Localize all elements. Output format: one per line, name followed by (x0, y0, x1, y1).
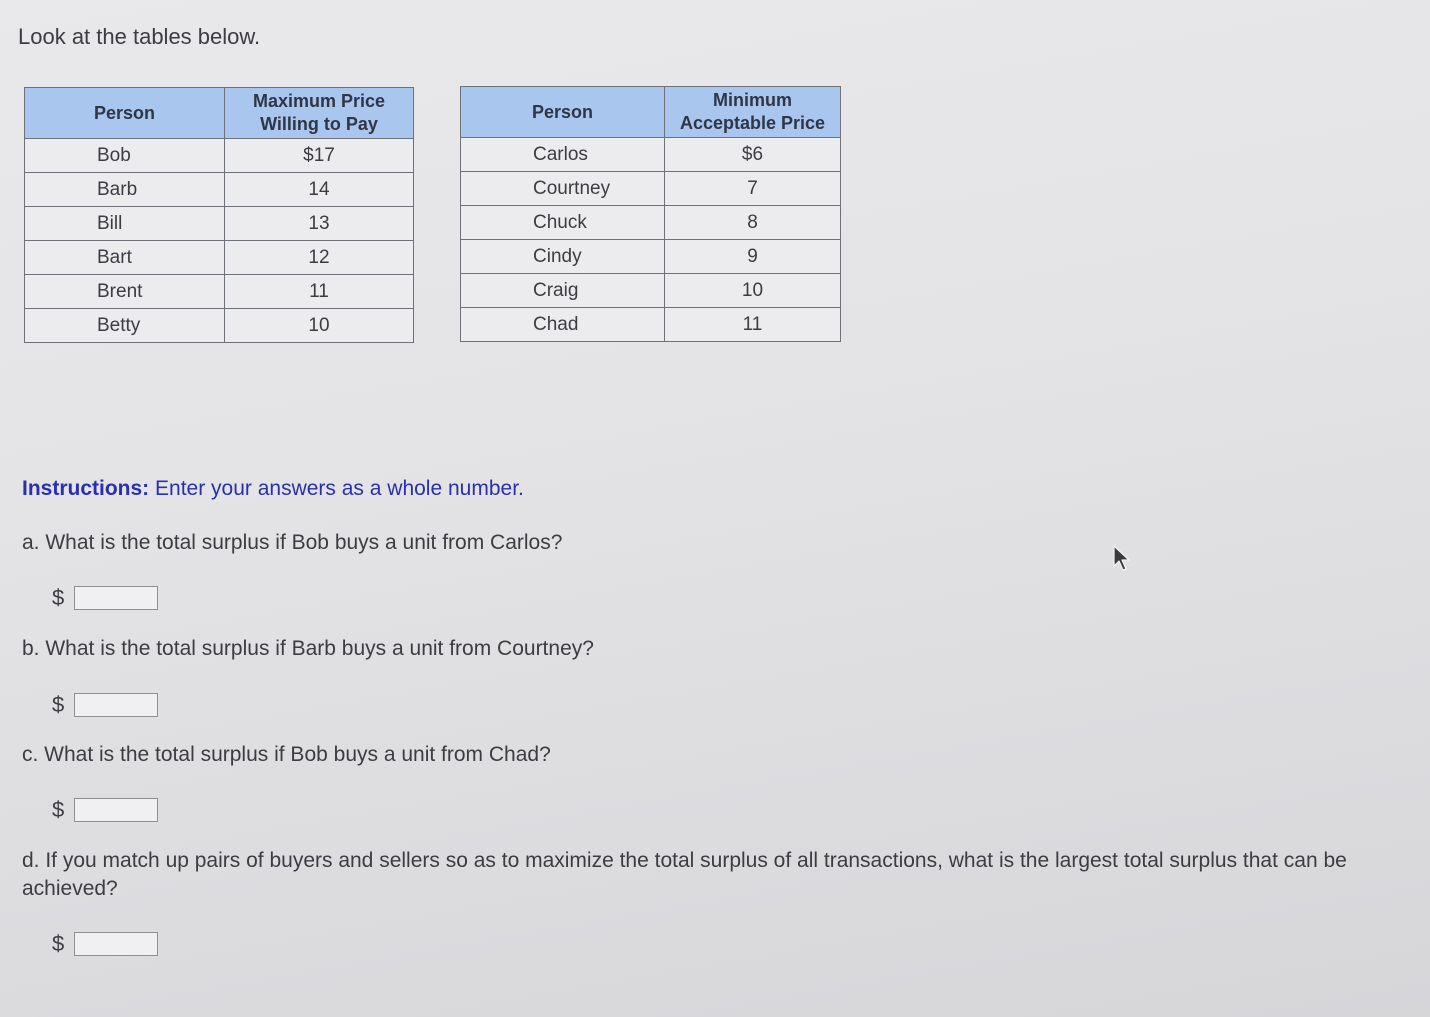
answer-d-row (52, 930, 158, 958)
table-row (461, 172, 841, 206)
sellers-header-min-price: Minimum Acceptable Price (665, 87, 841, 138)
seller-min-price: 7 (665, 172, 841, 206)
table-row (25, 241, 414, 275)
answer-c-input[interactable] (74, 798, 158, 822)
seller-name: Carlos (461, 138, 665, 172)
table-row (25, 275, 414, 309)
question-d: d. If you match up pairs of buyers and sellers so as to maximize the total surplus of all transactions, what is the largest total surplus that can be achieved? (22, 849, 1347, 900)
buyers-header-person: Person (25, 88, 225, 139)
table-row (461, 138, 841, 172)
dollar-sign: $ (52, 585, 65, 610)
buyer-max-price: 13 (225, 207, 414, 241)
answer-a-input[interactable] (74, 586, 158, 610)
answer-a-row (52, 584, 158, 612)
buyer-name: Bill (25, 207, 225, 241)
intro-text: Look at the tables below. (18, 24, 261, 49)
table-row (461, 240, 841, 274)
sellers-header-row (461, 87, 841, 138)
buyers-header-max-price: Maximum Price Willing to Pay (225, 88, 414, 139)
buyers-header-row (25, 88, 414, 139)
table-row (461, 308, 841, 342)
buyer-name: Barb (25, 173, 225, 207)
seller-name: Cindy (461, 240, 665, 274)
dollar-sign: $ (52, 931, 65, 956)
dollar-sign: $ (52, 797, 65, 822)
seller-name: Craig (461, 274, 665, 308)
mouse-pointer-icon (1113, 545, 1131, 573)
buyer-name: Brent (25, 275, 225, 309)
buyer-max-price: 11 (225, 275, 414, 309)
table-row (25, 309, 414, 343)
answer-c-row (52, 796, 158, 824)
answer-d-input[interactable] (74, 932, 158, 956)
buyer-max-price: 14 (225, 173, 414, 207)
question-a: a. What is the total surplus if Bob buys a unit from Carlos? (22, 531, 563, 554)
buyer-max-price: 10 (225, 309, 414, 343)
buyer-max-price: $17 (225, 139, 414, 173)
sellers-table (460, 86, 841, 342)
table-row (25, 173, 414, 207)
seller-min-price: 9 (665, 240, 841, 274)
table-row (25, 139, 414, 173)
buyer-name: Betty (25, 309, 225, 343)
seller-min-price: $6 (665, 138, 841, 172)
sellers-header-person: Person (461, 87, 665, 138)
question-b: b. What is the total surplus if Barb buys a unit from Courtney? (22, 637, 594, 660)
table-row (461, 206, 841, 240)
seller-min-price: 11 (665, 308, 841, 342)
answer-b-row (52, 691, 158, 719)
buyers-table (24, 87, 414, 343)
buyer-max-price: 12 (225, 241, 414, 275)
buyer-name: Bob (25, 139, 225, 173)
answer-b-input[interactable] (74, 693, 158, 717)
question-c: c. What is the total surplus if Bob buys a unit from Chad? (22, 743, 551, 766)
instructions-lead: Instructions: (22, 477, 150, 500)
dollar-sign: $ (52, 692, 65, 717)
instructions (22, 477, 524, 501)
seller-name: Chuck (461, 206, 665, 240)
table-row (25, 207, 414, 241)
instructions-text: Enter your answers as a whole number. (149, 477, 524, 500)
seller-min-price: 8 (665, 206, 841, 240)
table-row (461, 274, 841, 308)
seller-name: Courtney (461, 172, 665, 206)
buyer-name: Bart (25, 241, 225, 275)
seller-name: Chad (461, 308, 665, 342)
seller-min-price: 10 (665, 274, 841, 308)
